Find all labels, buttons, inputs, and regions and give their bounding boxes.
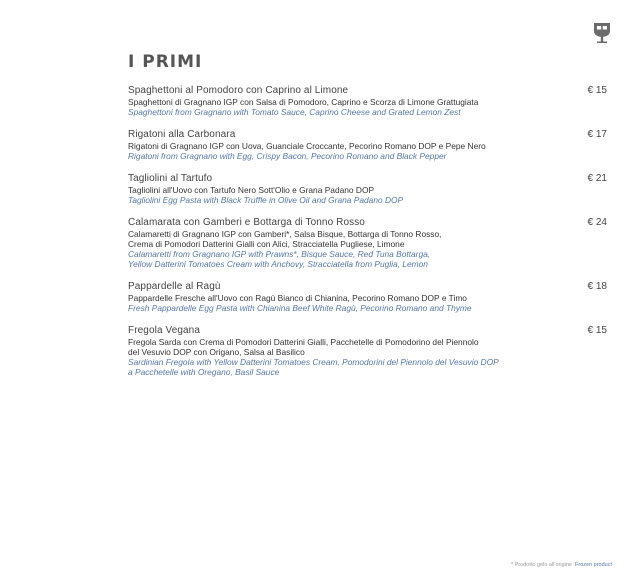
menu-item bbox=[128, 128, 610, 161]
dish-price: € 17 bbox=[587, 129, 607, 140]
dish-name: Spaghettoni al Pomodoro con Caprino al Limone bbox=[128, 85, 349, 96]
dish-price: € 18 bbox=[587, 281, 607, 292]
dish-description-italian: Pappardelle Fresche all'Uovo con Ragù Bianco di Chianina, Pecorino Romano DOP e Timo bbox=[128, 293, 467, 303]
dish-price: € 21 bbox=[587, 173, 607, 184]
dish-name: Pappardelle al Ragù bbox=[128, 281, 221, 292]
dish-description-italian: Crema di Pomodori Datterini Gialli con Alici, Stracciatella Pugliese, Limone bbox=[128, 239, 405, 249]
dish-description-italian: Fregola Sarda con Crema di Pomodori Datterini Gialli, Pacchetelle di Pomodorino del Piennolo bbox=[128, 337, 479, 347]
dish-price: € 24 bbox=[587, 217, 607, 228]
menu-item bbox=[128, 280, 610, 313]
dish-name: Rigatoni alla Carbonara bbox=[128, 129, 236, 140]
frozen-product-footnote bbox=[511, 562, 612, 568]
dish-description-italian: Spaghettoni di Gragnano IGP con Salsa di Pomodoro, Caprino e Scorza di Limone Grattugiata bbox=[128, 97, 479, 107]
dish-description-italian: Calamaretti di Gragnano IGP con Gamberi*, Salsa Bisque, Bottarga di Tonno Rosso, bbox=[128, 229, 442, 239]
dish-price: € 15 bbox=[587, 85, 607, 96]
dish-description-english: Tagliolini Egg Pasta with Black Truffle in Olive Oil and Grana Padano DOP bbox=[128, 195, 404, 205]
dish-name: Fregola Vegana bbox=[128, 325, 201, 336]
wine-glass-logo-icon bbox=[592, 22, 612, 44]
dish-description-english: a Pacchetelle with Oregano, Basil Sauce bbox=[128, 367, 280, 377]
menu-item bbox=[128, 172, 610, 205]
dish-description-english: Spaghettoni from Gragnano with Tomato Sauce, Caprino Cheese and Grated Lemon Zest bbox=[128, 107, 461, 117]
dish-description-english: Calamaretti from Gragnano IGP with Prawns*, Bisque Sauce, Red Tuna Bottarga, bbox=[128, 249, 431, 259]
dish-description-italian: Rigatoni di Gragnano IGP con Uova, Guanciale Croccante, Pecorino Romano DOP e Pepe Nero bbox=[128, 141, 486, 151]
menu-item bbox=[128, 216, 610, 269]
footnote-italian: * Prodotto gelo all'origine bbox=[511, 562, 572, 568]
dish-description-italian: del Vesuvio DOP con Origano, Salsa al Basilico bbox=[128, 347, 305, 357]
dish-name: Calamarata con Gamberi e Bottarga di Tonno Rosso bbox=[128, 217, 365, 228]
dish-description-english: Yellow Datterini Tomatoes Cream with Anchovy, Stracciatella from Puglia, Lemon bbox=[128, 259, 428, 269]
dish-description-italian: Tagliolini all'Uovo con Tartufo Nero Sott'Olio e Grana Padano DOP bbox=[128, 185, 375, 195]
menu-item bbox=[128, 84, 610, 117]
dish-price: € 15 bbox=[587, 325, 607, 336]
menu-item bbox=[128, 324, 610, 377]
dish-description-english: Fresh Pappardelle Egg Pasta with Chianina Beef White Ragù, Pecorino Romano and Thyme bbox=[128, 303, 472, 313]
menu-list bbox=[128, 84, 610, 388]
dish-description-english: Sardinian Fregola with Yellow Datterini Tomatoes Cream, Pomodorini del Piennolo del Vesuvio DOP bbox=[128, 357, 499, 367]
footnote-english: Frozen product bbox=[575, 562, 612, 568]
section-title: I PRIMI bbox=[128, 52, 203, 72]
dish-name: Tagliolini al Tartufo bbox=[128, 173, 213, 184]
dish-description-english: Rigatoni from Gragnano with Egg, Crispy Bacon, Pecorino Romano and Black Pepper bbox=[128, 151, 447, 161]
